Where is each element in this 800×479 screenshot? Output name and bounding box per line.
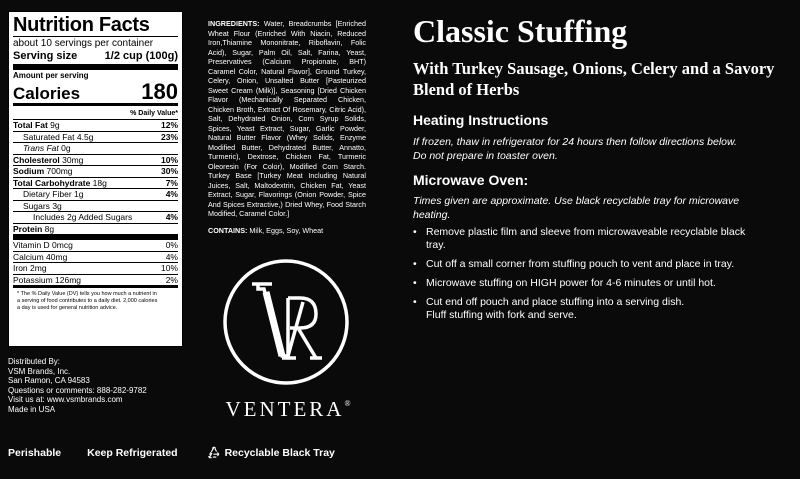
nutrient-row-trans-fat bbox=[13, 143, 178, 155]
vitamin-name: Potassium 126mg bbox=[13, 274, 82, 285]
storage-badges bbox=[8, 446, 361, 460]
recyclable-label: Recyclable Black Tray bbox=[224, 447, 335, 459]
nutrient-amount: 700mg bbox=[46, 166, 73, 176]
vitamin-row-potassium bbox=[13, 275, 178, 289]
footnote-line: * The % Daily Value (DV) tells you how much a nutrient in bbox=[17, 291, 157, 297]
nutrient-name: Saturated Fat bbox=[23, 131, 75, 142]
product-title: Classic Stuffing bbox=[413, 13, 628, 49]
nutrient-amount: 0g bbox=[61, 143, 71, 153]
nutrient-row-added-sugars bbox=[13, 212, 178, 224]
vitamin-name: Calcium 40mg bbox=[13, 251, 68, 262]
recycle-icon bbox=[207, 446, 221, 460]
ingredients-list bbox=[208, 19, 366, 219]
heating-line: If frozen, thaw in refrigerator for 24 hours then follow directions below. bbox=[413, 136, 737, 148]
footnote-line: a serving of food contributes to a daily diet. 2,000 calories bbox=[17, 298, 158, 304]
nutrient-pct: 12% bbox=[160, 120, 178, 130]
calories-row bbox=[13, 81, 178, 106]
nutrient-amount: 9g bbox=[50, 120, 60, 130]
heating-instructions bbox=[413, 135, 793, 163]
nutrient-name: Sodium bbox=[13, 166, 45, 176]
nutrient-amount: 1g bbox=[74, 189, 84, 199]
nutrient-amount: 18g bbox=[92, 177, 107, 188]
step-line: tray. bbox=[426, 239, 446, 251]
contains-label: CONTAINS: bbox=[208, 226, 248, 235]
nutrition-title: Nutrition Facts bbox=[13, 14, 150, 36]
vitamin-name: Vitamin D 0mcg bbox=[13, 240, 73, 250]
nutrient-row-total-fat bbox=[13, 120, 178, 132]
step-line: Fluff stuffing with fork and serve. bbox=[426, 309, 577, 321]
servings-per-container: about 10 servings per container bbox=[13, 36, 178, 50]
nutrient-name: Sugars bbox=[23, 200, 50, 211]
nutrient-pct: 7% bbox=[165, 177, 178, 188]
footnote-line: a day is used for general nutrition advice. bbox=[17, 305, 118, 311]
allergen-contains bbox=[208, 226, 323, 235]
nutrient-pct: 4% bbox=[165, 212, 178, 222]
nutrient-row-protein bbox=[13, 224, 178, 241]
contains-text: Milk, Eggs, Soy, Wheat bbox=[249, 226, 324, 235]
distributor-line: Distributed By: bbox=[8, 357, 61, 366]
nutrition-facts-panel bbox=[8, 11, 183, 347]
serving-size-label: Serving size bbox=[13, 50, 78, 62]
vitamin-pct: 10% bbox=[160, 263, 178, 273]
step-line: • Cut off a small corner from stuffing pouch to vent and place in tray. bbox=[426, 258, 735, 270]
microwave-heading: Microwave Oven: bbox=[413, 172, 529, 188]
nutrient-amount: 8g bbox=[44, 223, 55, 234]
microwave-step bbox=[413, 226, 788, 252]
nutrient-row-sodium bbox=[13, 166, 178, 178]
distributor-line: San Ramon, CA 94583 bbox=[8, 376, 90, 386]
ingredients-text: Water, Breadcrumbs [Enriched Wheat Flour (Enriched With Niacin, Reduced Iron,Thiamine Mononitrate, Riboflavin, Folic Acid), Sugar, Palm Oil, Salt, Farina, Yeast, Preservatives (Calcium Propionate, BHT) Caramel Color, Natural Flavor], Ground Turkey, Celery, Onion, Unsalted Butter [Pasteurized Sweet Cream (Milk)], Seasoning [Dried Chicken Flavor (Mechanically Separated Chicken, Chicken Broth, Extract Of Rosemary, Citric Acid), Salt, Dehydrated Onion, Corn Syrup Solids, Spices, Yeast Extract, Sugar, Garlic Powder, Natural Butter Flavor (Whey Solids, Enzyme Modified Butter, Dehydrated Butter, Annatto, Turmeric), Dextrose, Chicken Fat, Turmeric Oleoresin (For Color), Modified Corn Starch. Turkey Base [Turkey Meat Including Natural Juices, Salt, Maltodextrin, Chicken Fat, Yeast Extract, Sugar, Flavorings (Onion Powder, Spice And Spices Extractive,) Dried Whey, Food Starch Modified, Caramel Color.] bbox=[208, 19, 366, 218]
vitamin-pct: 4% bbox=[165, 251, 178, 262]
nutrient-row-cholesterol bbox=[13, 155, 178, 167]
nutrient-amount: 4.5g bbox=[76, 131, 94, 142]
step-line: • Microwave stuffing on HIGH power for 4-6 minutes or until hot. bbox=[426, 277, 716, 289]
nutrient-name: Protein bbox=[13, 223, 43, 234]
perishable-badge: Perishable bbox=[8, 447, 62, 459]
registered-mark: ® bbox=[344, 399, 351, 408]
distributor-line: VSM Brands, Inc. bbox=[8, 366, 71, 376]
heating-line: Do not prepare in toaster oven. bbox=[413, 150, 558, 162]
nutrient-row-sugars bbox=[13, 201, 178, 213]
distributor-line: Visit us at: www.vsmbrands.com bbox=[8, 395, 123, 405]
nutrient-amount: 3g bbox=[52, 200, 62, 211]
heating-heading: Heating Instructions bbox=[413, 112, 549, 128]
vitamin-row-vitamin-d bbox=[13, 240, 178, 252]
calories-value: 180 bbox=[141, 79, 178, 104]
nutrient-name: Total Fat bbox=[13, 120, 48, 130]
vitamin-pct: 0% bbox=[165, 240, 178, 250]
nutrient-name: Includes 2g Added Sugars bbox=[33, 212, 133, 222]
distributor-line: Questions or comments: 888-282-9782 bbox=[8, 385, 147, 395]
ingredients-label: INGREDIENTS: bbox=[208, 19, 260, 28]
nutrient-row-saturated-fat bbox=[13, 132, 178, 144]
recyclable-badge bbox=[207, 446, 335, 460]
wordmark-text: VENTERA bbox=[225, 397, 345, 421]
step-line: • Remove plastic film and sleeve from microwaveable recyclable black bbox=[426, 226, 746, 238]
nutrient-name: Trans Fat bbox=[23, 143, 59, 153]
ventera-monogram-logo bbox=[222, 258, 350, 386]
vitamin-row-iron bbox=[13, 263, 178, 275]
amount-per-serving: Amount per serving bbox=[13, 71, 89, 80]
serving-size-value: 1/2 cup (100g) bbox=[104, 50, 178, 62]
nutrient-row-total-carbohydrate bbox=[13, 178, 178, 190]
nutrient-pct: 30% bbox=[160, 166, 178, 176]
microwave-step bbox=[413, 258, 788, 271]
vitamin-name: Iron 2mg bbox=[13, 263, 47, 273]
keep-refrigerated-badge: Keep Refrigerated bbox=[87, 447, 178, 459]
microwave-steps bbox=[413, 226, 788, 328]
calories-label: Calories bbox=[13, 84, 81, 103]
microwave-note-line: heating. bbox=[413, 209, 451, 221]
microwave-note-line: Times given are approximate. Use black recyclable tray for microwave bbox=[413, 195, 740, 207]
ventera-wordmark bbox=[222, 397, 354, 422]
distributor-info bbox=[8, 357, 188, 415]
nutrient-name: Dietary Fiber bbox=[23, 189, 72, 199]
nutrient-row-dietary-fiber bbox=[13, 189, 178, 201]
serving-size bbox=[13, 50, 178, 70]
vitamin-pct: 2% bbox=[165, 274, 178, 285]
nutrient-pct: 4% bbox=[165, 189, 178, 199]
nutrient-amount: 30mg bbox=[62, 154, 84, 165]
nutrient-name: Total Carbohydrate bbox=[13, 177, 91, 188]
nutrient-pct: 23% bbox=[160, 131, 178, 142]
microwave-step bbox=[413, 296, 788, 322]
product-subtitle: With Turkey Sausage, Onions, Celery and a Savory Blend of Herbs bbox=[413, 59, 775, 99]
daily-value-footnote bbox=[13, 291, 178, 312]
microwave-note bbox=[413, 194, 793, 222]
vitamin-row-calcium bbox=[13, 252, 178, 264]
nutrient-pct: 10% bbox=[160, 154, 178, 165]
daily-value-header: % Daily Value* bbox=[13, 106, 178, 120]
microwave-step bbox=[413, 277, 788, 290]
nutrient-name: Cholesterol bbox=[13, 154, 60, 165]
distributor-line: Made in USA bbox=[8, 404, 56, 414]
step-line: • Cut end off pouch and place stuffing into a serving dish. bbox=[426, 296, 685, 308]
